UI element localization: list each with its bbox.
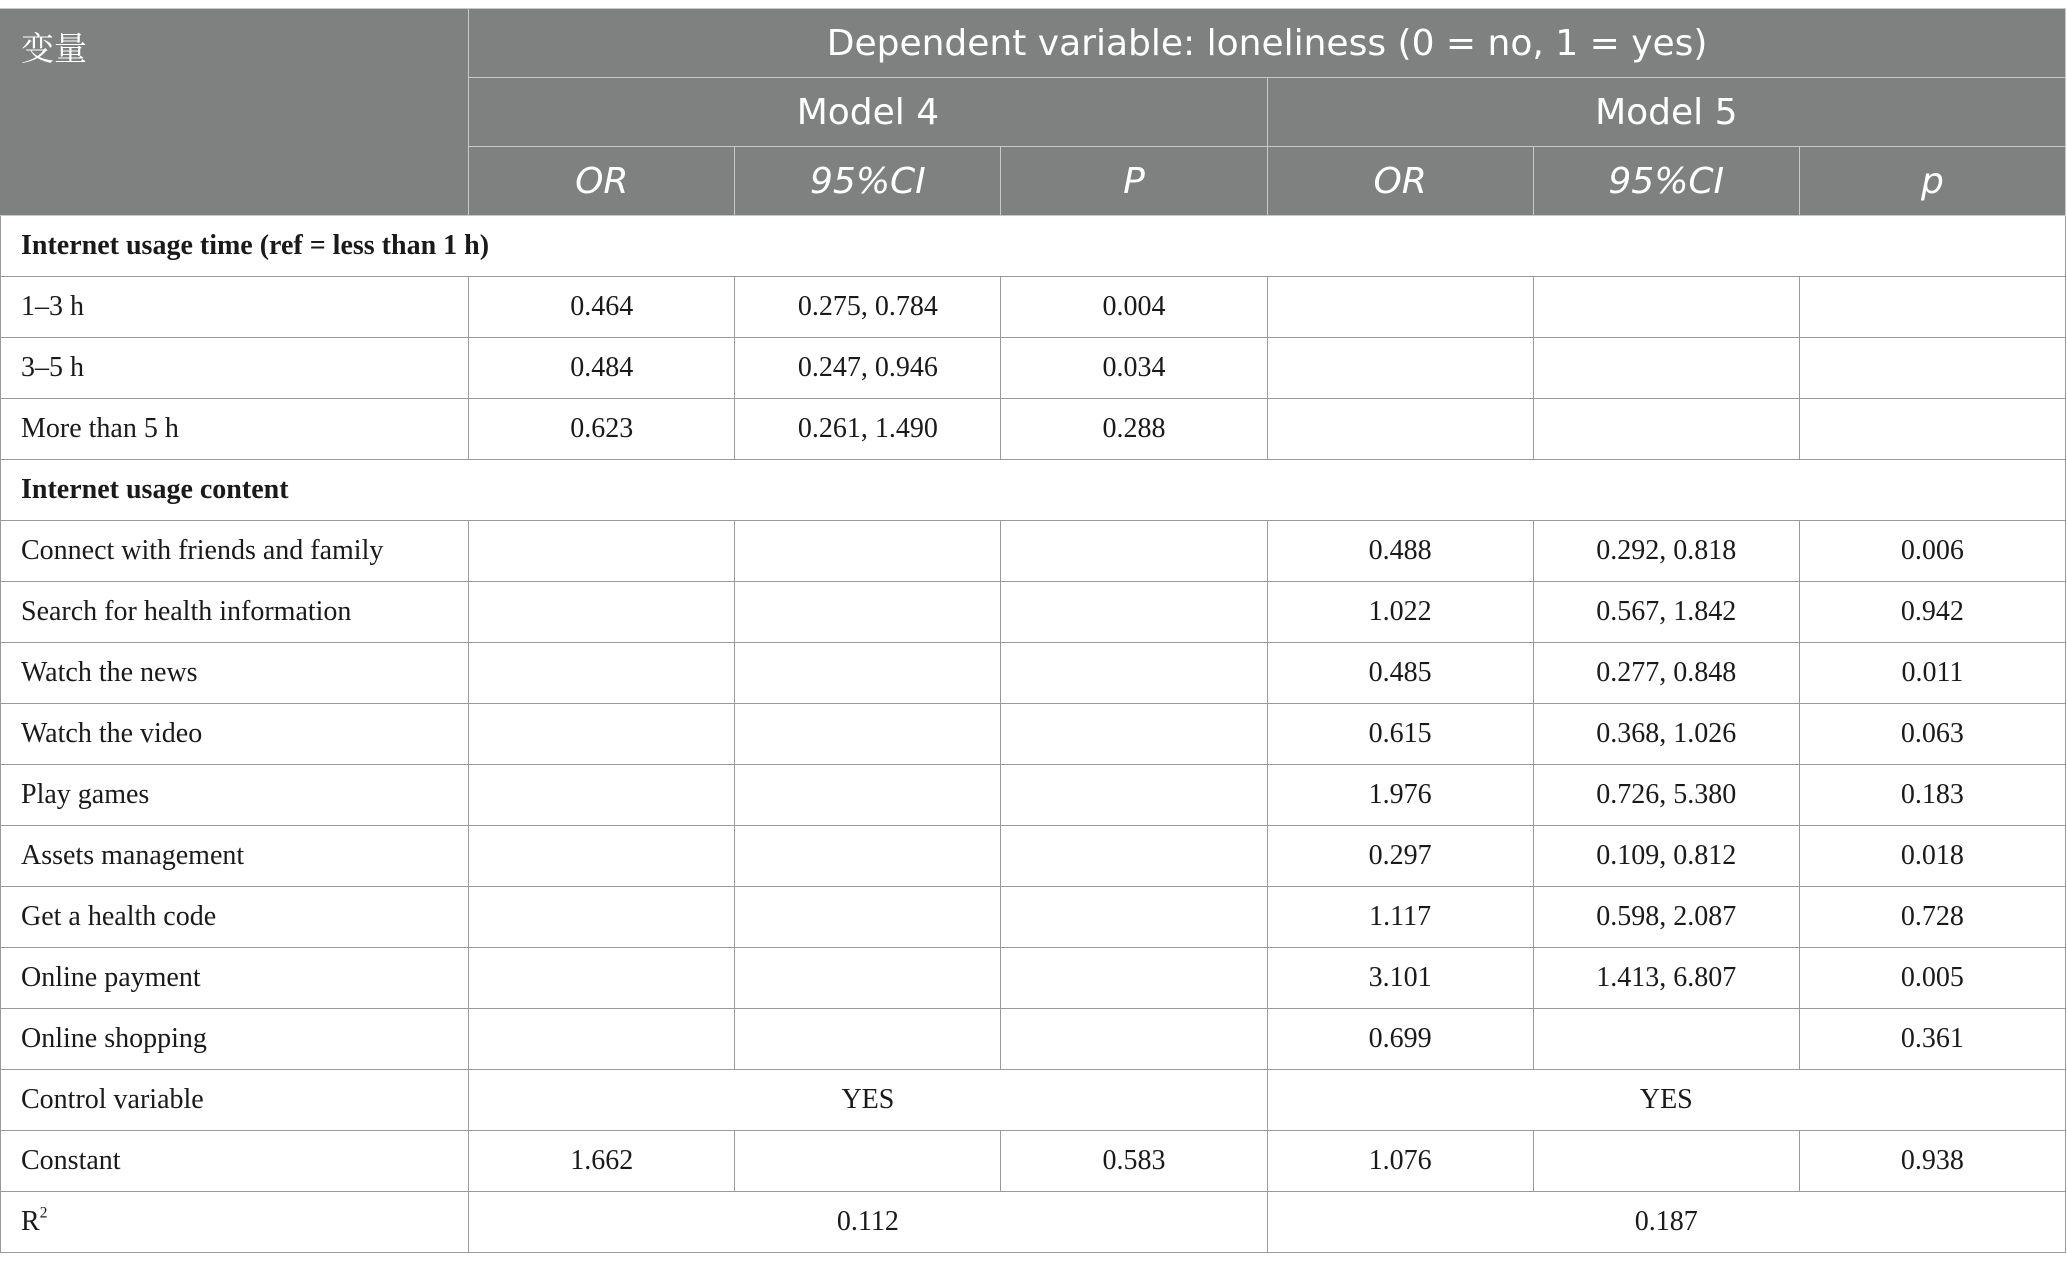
cell-m4-or: 0.464 (469, 277, 735, 338)
table-row (1, 1009, 2066, 1070)
table-body (1, 216, 2066, 1253)
cell-m5-ci (1533, 1131, 1799, 1192)
cell-m4-r2: 0.112 (469, 1192, 1267, 1253)
cell-m4-ci (735, 1131, 1001, 1192)
cell-m4-p (1001, 582, 1267, 643)
cell-m4-p (1001, 948, 1267, 1009)
table-header (1, 9, 2066, 216)
table-row (1, 704, 2066, 765)
cell-m5-or: 0.485 (1267, 643, 1533, 704)
cell-m4-or (469, 582, 735, 643)
cell-m5-ci (1533, 277, 1799, 338)
control-variable-row (1, 1070, 2066, 1131)
section-usage-content: Internet usage content (1, 460, 2066, 521)
cell-m5-p: 0.942 (1799, 582, 2065, 643)
cell-m5-or (1267, 338, 1533, 399)
model-5-ci-header: 95%CI (1533, 147, 1799, 216)
cell-m5-p: 0.005 (1799, 948, 2065, 1009)
cell-m4-ci: 0.247, 0.946 (735, 338, 1001, 399)
cell-m4-p (1001, 765, 1267, 826)
cell-m4-or: 1.662 (469, 1131, 735, 1192)
cell-m5-p: 0.011 (1799, 643, 2065, 704)
model-4-header: Model 4 (469, 78, 1267, 147)
cell-m4-p (1001, 887, 1267, 948)
cell-m5-or: 0.615 (1267, 704, 1533, 765)
dependent-variable-header: Dependent variable: loneliness (0 = no, 1 = yes) (469, 9, 2066, 78)
cell-m4-p (1001, 1009, 1267, 1070)
row-label: Assets management (1, 826, 469, 887)
cell-m4-p (1001, 521, 1267, 582)
model-4-ci-header: 95%CI (735, 147, 1001, 216)
row-label: Connect with friends and family (1, 521, 469, 582)
model-5-p-header: p (1799, 147, 2065, 216)
cell-m4-ci (735, 765, 1001, 826)
r-squared-superscript: 2 (39, 1204, 48, 1222)
cell-m5-ci: 0.109, 0.812 (1533, 826, 1799, 887)
cell-m4-ci: 0.275, 0.784 (735, 277, 1001, 338)
cell-m4-ci (735, 887, 1001, 948)
section-row (1, 460, 2066, 521)
row-label: Online shopping (1, 1009, 469, 1070)
cell-m5-p (1799, 338, 2065, 399)
cell-m5-ci (1533, 338, 1799, 399)
cell-m4-ci (735, 826, 1001, 887)
cell-m5-p: 0.006 (1799, 521, 2065, 582)
cell-m4-p: 0.288 (1001, 399, 1267, 460)
cell-m5-p: 0.728 (1799, 887, 2065, 948)
cell-m5-ci: 0.292, 0.818 (1533, 521, 1799, 582)
cell-m5-or: 1.976 (1267, 765, 1533, 826)
row-label: Play games (1, 765, 469, 826)
cell-m4-p: 0.583 (1001, 1131, 1267, 1192)
row-label: Online payment (1, 948, 469, 1009)
cell-m4-or (469, 643, 735, 704)
table-row (1, 643, 2066, 704)
cell-m5-p: 0.018 (1799, 826, 2065, 887)
model-4-p-header: P (1001, 147, 1267, 216)
cell-m5-p: 0.938 (1799, 1131, 2065, 1192)
cell-m5-ci (1533, 1009, 1799, 1070)
cell-m5-ci: 0.277, 0.848 (1533, 643, 1799, 704)
cell-m5-control: YES (1267, 1070, 2065, 1131)
cell-m5-ci: 0.726, 5.380 (1533, 765, 1799, 826)
row-label: Get a health code (1, 887, 469, 948)
cell-m4-or (469, 1009, 735, 1070)
cell-m5-p (1799, 277, 2065, 338)
cell-m5-p: 0.063 (1799, 704, 2065, 765)
table-row (1, 399, 2066, 460)
cell-m4-or (469, 826, 735, 887)
cell-m4-ci (735, 582, 1001, 643)
cell-m4-or (469, 521, 735, 582)
cell-m5-or: 0.699 (1267, 1009, 1533, 1070)
cell-m4-or (469, 948, 735, 1009)
model-5-or-header: OR (1267, 147, 1533, 216)
cell-m4-ci (735, 704, 1001, 765)
table-row (1, 582, 2066, 643)
variable-column-header: 变量 (1, 9, 469, 216)
row-label: Watch the video (1, 704, 469, 765)
section-usage-time: Internet usage time (ref = less than 1 h) (1, 216, 2066, 277)
cell-m5-ci: 1.413, 6.807 (1533, 948, 1799, 1009)
regression-table (0, 8, 2066, 1253)
cell-m5-or: 1.076 (1267, 1131, 1533, 1192)
cell-m4-p: 0.004 (1001, 277, 1267, 338)
r-squared-row (1, 1192, 2066, 1253)
cell-m4-or (469, 765, 735, 826)
cell-m5-or: 3.101 (1267, 948, 1533, 1009)
cell-m4-ci (735, 1009, 1001, 1070)
model-4-or-header: OR (469, 147, 735, 216)
cell-m4-p (1001, 704, 1267, 765)
cell-m5-p: 0.183 (1799, 765, 2065, 826)
table-row (1, 765, 2066, 826)
cell-m5-ci: 0.598, 2.087 (1533, 887, 1799, 948)
cell-m5-p: 0.361 (1799, 1009, 2065, 1070)
cell-m5-r2: 0.187 (1267, 1192, 2065, 1253)
row-label: Control variable (1, 1070, 469, 1131)
cell-m5-or (1267, 399, 1533, 460)
cell-m4-or (469, 704, 735, 765)
row-label: Search for health information (1, 582, 469, 643)
cell-m4-or: 0.623 (469, 399, 735, 460)
table-row (1, 277, 2066, 338)
table-row (1, 887, 2066, 948)
model-5-header: Model 5 (1267, 78, 2065, 147)
cell-m4-or (469, 887, 735, 948)
table-row (1, 948, 2066, 1009)
regression-table-container (0, 8, 2066, 1253)
cell-m5-or: 0.488 (1267, 521, 1533, 582)
row-label: More than 5 h (1, 399, 469, 460)
cell-m5-or: 1.022 (1267, 582, 1533, 643)
cell-m5-or: 1.117 (1267, 887, 1533, 948)
constant-row (1, 1131, 2066, 1192)
cell-m5-ci (1533, 399, 1799, 460)
cell-m4-p: 0.034 (1001, 338, 1267, 399)
row-label (1, 1192, 469, 1253)
cell-m4-p (1001, 643, 1267, 704)
cell-m4-ci (735, 643, 1001, 704)
cell-m4-p (1001, 826, 1267, 887)
r-squared-label: R (21, 1206, 40, 1237)
row-label: Constant (1, 1131, 469, 1192)
row-label: Watch the news (1, 643, 469, 704)
cell-m4-or: 0.484 (469, 338, 735, 399)
cell-m5-ci: 0.368, 1.026 (1533, 704, 1799, 765)
cell-m5-or: 0.297 (1267, 826, 1533, 887)
cell-m5-or (1267, 277, 1533, 338)
cell-m4-ci (735, 948, 1001, 1009)
section-row (1, 216, 2066, 277)
cell-m5-ci: 0.567, 1.842 (1533, 582, 1799, 643)
table-row (1, 338, 2066, 399)
row-label: 3–5 h (1, 338, 469, 399)
row-label: 1–3 h (1, 277, 469, 338)
table-row (1, 826, 2066, 887)
table-row (1, 521, 2066, 582)
cell-m4-ci: 0.261, 1.490 (735, 399, 1001, 460)
cell-m4-ci (735, 521, 1001, 582)
cell-m5-p (1799, 399, 2065, 460)
cell-m4-control: YES (469, 1070, 1267, 1131)
